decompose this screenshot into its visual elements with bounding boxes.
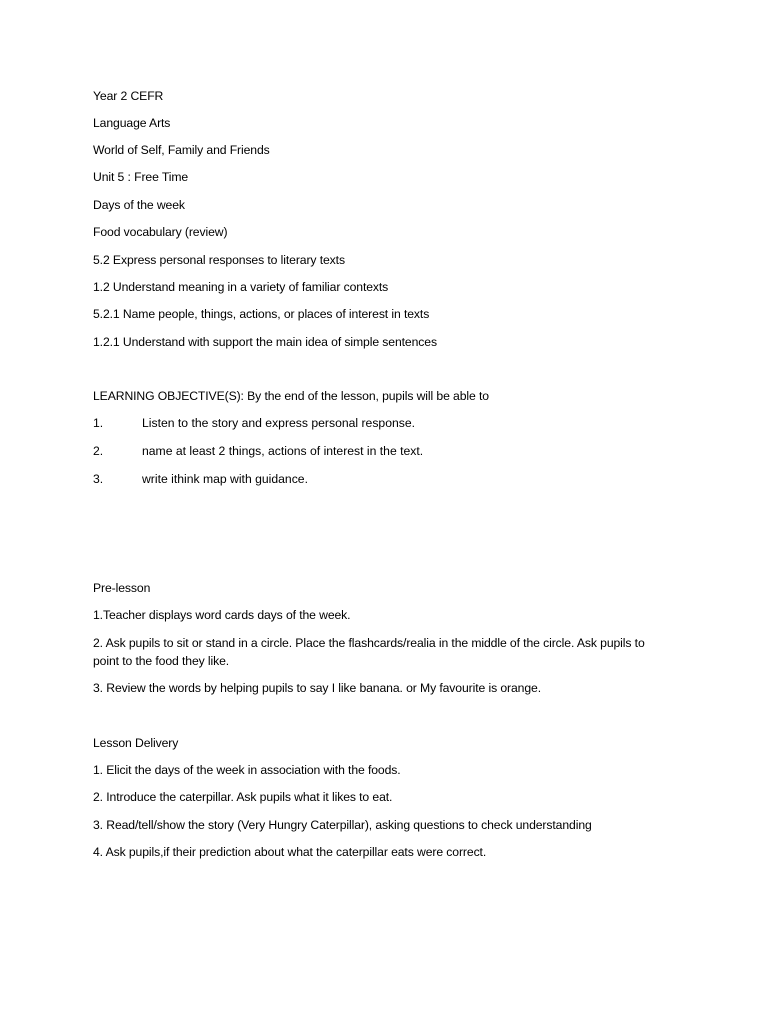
lesson-delivery-step: 1. Elicit the days of the week in association with the foods.	[93, 763, 401, 777]
lesson-delivery-step: 3. Read/tell/show the story (Very Hungry Caterpillar), asking questions to check understanding	[93, 818, 592, 832]
content-standard-1-2: 1.2 Understand meaning in a variety of familiar contexts	[93, 280, 389, 294]
objective-text: Listen to the story and express personal response.	[142, 416, 416, 430]
topic-days: Days of the week	[93, 198, 185, 212]
objective-number: 3.	[93, 472, 104, 486]
learning-standard-1-2-1: 1.2.1 Understand with support the main idea of simple sentences	[93, 335, 437, 349]
objective-text: write ithink map with guidance.	[142, 472, 308, 486]
objective-text: name at least 2 things, actions of interest in the text.	[142, 444, 424, 458]
subject: Language Arts	[93, 116, 171, 130]
pre-lesson-step: 3. Review the words by helping pupils to say I like banana. or My favourite is orange.	[93, 681, 541, 695]
objective-number: 2.	[93, 444, 104, 458]
lesson-delivery-step: 4. Ask pupils,if their prediction about what the caterpillar eats were correct.	[93, 845, 487, 859]
pre-lesson-heading: Pre-lesson	[93, 581, 151, 595]
unit-title: Unit 5 : Free Time	[93, 170, 189, 184]
lesson-delivery-heading: Lesson Delivery	[93, 736, 179, 750]
objective-number: 1.	[93, 416, 104, 430]
content-standard-5-2: 5.2 Express personal responses to literary texts	[93, 253, 345, 267]
pre-lesson-step: 2. Ask pupils to sit or stand in a circle. Place the flashcards/realia in the middle of the circle. Ask pupils to point to the food they like.	[93, 636, 645, 668]
pre-lesson-step: 1.Teacher displays word cards days of the week.	[93, 608, 351, 622]
topic-food: Food vocabulary (review)	[93, 225, 228, 239]
learning-standard-5-2-1: 5.2.1 Name people, things, actions, or places of interest in texts	[93, 307, 430, 321]
theme: World of Self, Family and Friends	[93, 143, 270, 157]
objectives-heading: LEARNING OBJECTIVE(S): By the end of the lesson, pupils will be able to	[93, 389, 489, 403]
lesson-delivery-step: 2. Introduce the caterpillar. Ask pupils what it likes to eat.	[93, 790, 393, 804]
year-level: Year 2 CEFR	[93, 89, 164, 103]
